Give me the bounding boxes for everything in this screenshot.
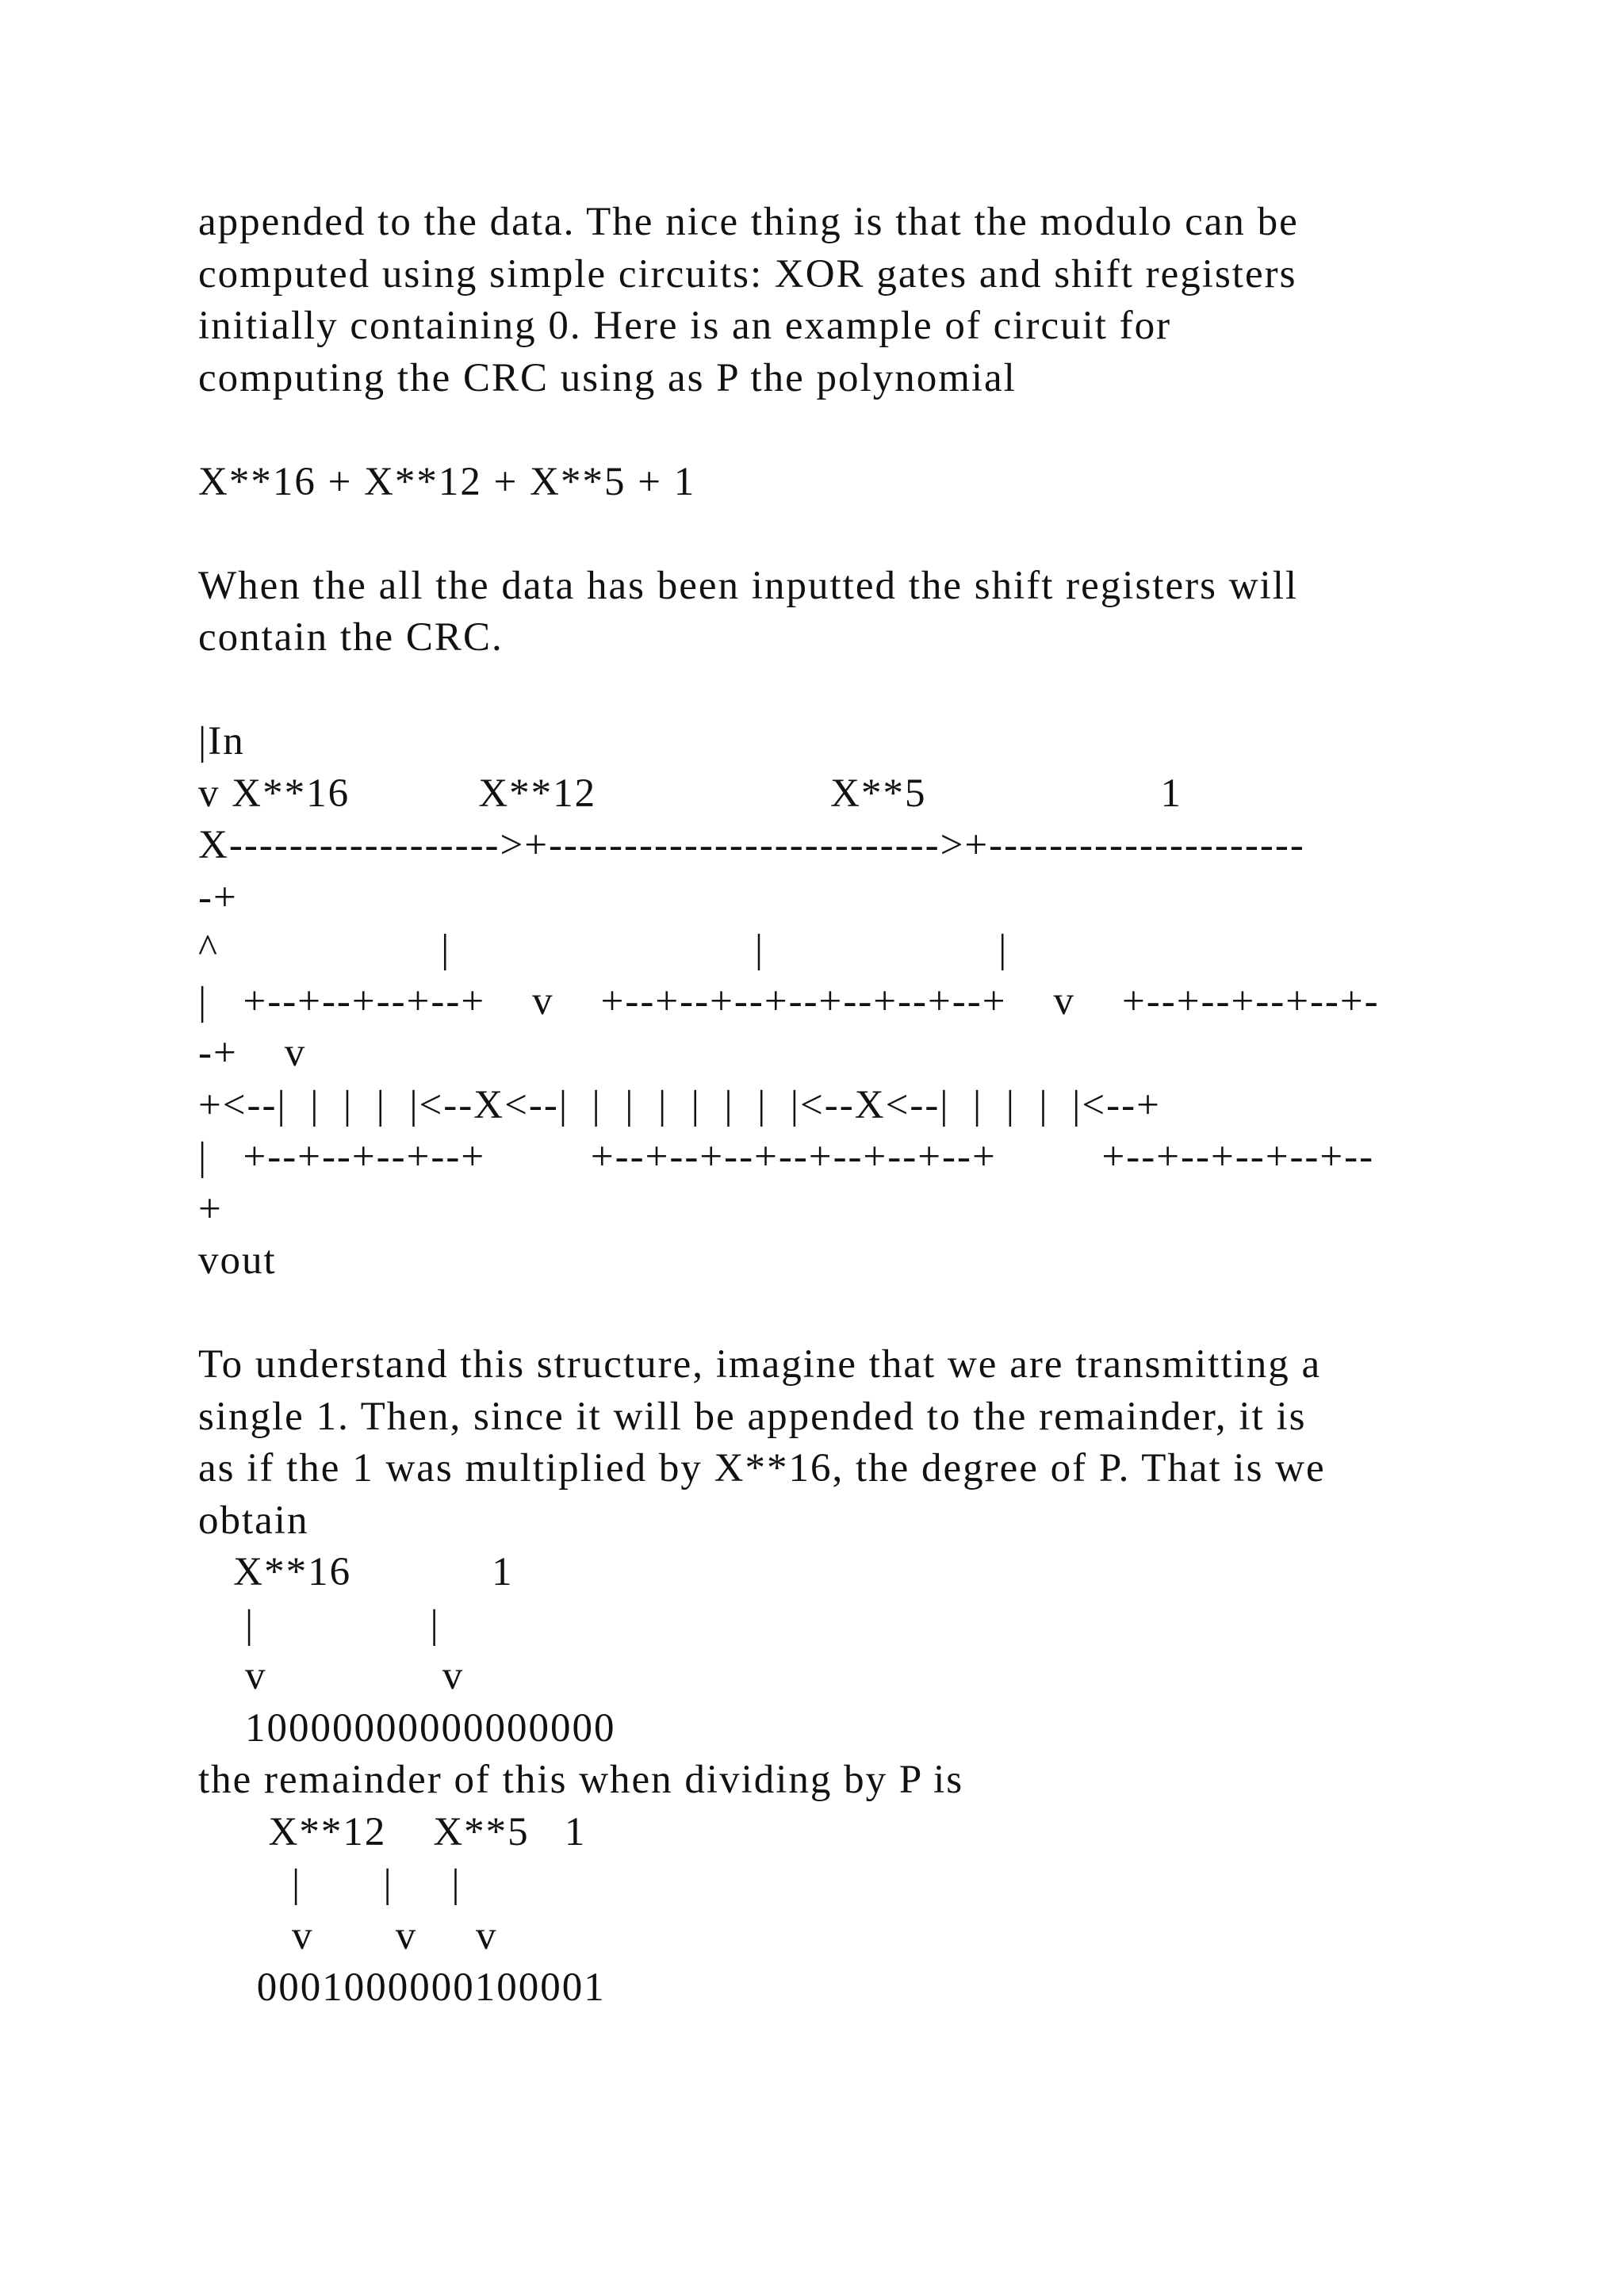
circuit-diagram-line: + — [198, 1186, 223, 1231]
circuit-diagram-line: ^ | | | — [198, 927, 1009, 971]
text-line: appended to the data. The nice thing is that the modulo can be — [198, 200, 1299, 244]
circuit-diagram-line: -+ v — [198, 1031, 307, 1075]
bit-diagram-line: 10000000000000000 — [198, 1705, 616, 1751]
blank-line — [198, 508, 1467, 561]
polynomial-line: X**16 + X**12 + X**5 + 1 — [198, 459, 696, 504]
circuit-diagram-line: | +--+--+--+--+ +--+--+--+--+--+--+--+ +--+--+--+--+-- — [198, 1135, 1375, 1179]
bit-diagram-line: | | — [198, 1601, 440, 1647]
text-line: To understand this structure, imagine that we are transmitting a — [198, 1342, 1322, 1387]
text-line: computing the CRC using as P the polynomial — [198, 355, 1017, 400]
text-line: contain the CRC. — [198, 615, 504, 660]
bit-diagram-line: | | | — [198, 1862, 462, 1906]
text-line: as if the 1 was multiplied by X**16, the degree of P. That is we — [198, 1446, 1326, 1490]
circuit-diagram-line: X------------------>+-------------------------->+--------------------- — [198, 823, 1305, 867]
text-line: obtain — [198, 1498, 309, 1543]
circuit-diagram-line: v X**16 X**12 X**5 1 — [198, 771, 1182, 816]
text-line: initially containing 0. Here is an example of circuit for — [198, 304, 1172, 348]
bit-diagram-line: X**16 1 — [198, 1550, 514, 1594]
text-line: When the all the data has been inputted the shift registers will — [198, 563, 1299, 608]
bit-diagram-line: 0001000000100001 — [198, 1965, 606, 2010]
text-line: computed using simple circuits: XOR gates and shift registers — [198, 251, 1297, 297]
blank-line — [198, 664, 1467, 717]
bit-diagram-line: v v — [198, 1654, 465, 1698]
bit-diagram-line: v v v — [198, 1913, 498, 1958]
circuit-diagram-line: +<--| | | | |<--X<--| | | | | | | |<--X<--| | | | |<--+ — [198, 1082, 1161, 1127]
circuit-diagram-line: |In — [198, 719, 245, 763]
bit-diagram-line: X**12 X**5 1 — [198, 1809, 587, 1854]
circuit-diagram-line: vout — [198, 1238, 277, 1283]
circuit-diagram-line: | +--+--+--+--+ v +--+--+--+--+--+--+--+ v +--+--+--+--+- — [198, 978, 1380, 1024]
circuit-diagram-line: -+ — [198, 874, 238, 920]
text-line: the remainder of this when dividing by P is — [198, 1758, 964, 1802]
blank-line — [198, 1288, 1467, 1340]
text-line: single 1. Then, since it will be appended to the remainder, it is — [198, 1394, 1307, 1439]
document-page — [198, 197, 1467, 2015]
blank-line — [198, 404, 1467, 457]
